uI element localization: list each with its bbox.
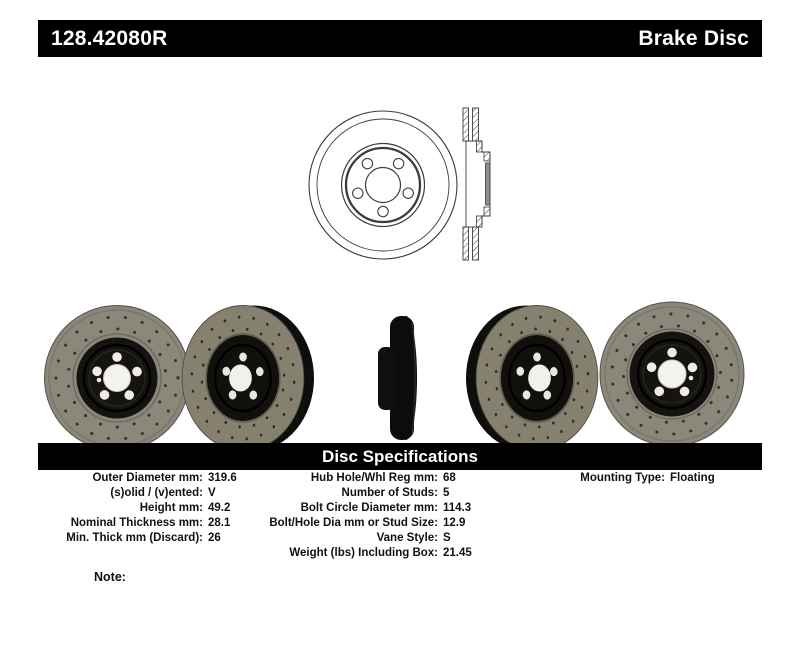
spec-label: Number of Studs: (341, 487, 438, 499)
spec-label: Mounting Type: (580, 472, 665, 484)
spec-row (575, 471, 715, 486)
spec-row (268, 501, 472, 516)
spec-value: 319.6 (208, 472, 237, 484)
spec-row (38, 501, 237, 516)
technical-drawing-icon (292, 88, 508, 276)
spec-label: (s)olid / (v)ented: (110, 487, 203, 499)
product-type: Brake Disc (638, 26, 749, 50)
spec-label: Weight (lbs) Including Box: (289, 547, 438, 559)
spec-value: Floating (670, 472, 715, 484)
spec-column-right (575, 471, 715, 486)
spec-value: 68 (443, 472, 456, 484)
note-label: Note: (94, 570, 126, 584)
rotor-photo-angled-right-icon (458, 303, 608, 453)
spec-value: V (208, 487, 216, 499)
rotor-photo-front-icon (42, 303, 192, 453)
spec-row (268, 531, 472, 546)
spec-label: Hub Hole/Whl Reg mm: (310, 472, 438, 484)
spec-row (268, 546, 472, 561)
spec-value: 12.9 (443, 517, 466, 529)
spec-row (268, 471, 472, 486)
spec-label: Outer Diameter mm: (92, 472, 203, 484)
spec-value: 28.1 (208, 517, 231, 529)
rotor-photo-edge-icon (365, 303, 435, 453)
rotor-photo-front2-icon (597, 299, 747, 449)
spec-value: 114.3 (443, 502, 472, 514)
spec-section-bar (38, 443, 762, 470)
spec-row (38, 531, 237, 546)
spec-label: Bolt Circle Diameter mm: (300, 502, 438, 514)
spec-value: 5 (443, 487, 450, 499)
rotor-photo-angled-left-icon (172, 303, 322, 453)
spec-section-title: Disc Specifications (322, 446, 478, 466)
part-number: 128.42080R (51, 26, 168, 50)
spec-value: S (443, 532, 451, 544)
spec-column-middle (268, 471, 472, 561)
spec-row (268, 516, 472, 531)
spec-label: Nominal Thickness mm: (70, 517, 203, 529)
spec-value: 26 (208, 532, 221, 544)
spec-row (38, 486, 237, 501)
spec-label: Bolt/Hole Dia mm or Stud Size: (269, 517, 438, 529)
header-bar (38, 20, 762, 57)
spec-row (268, 486, 472, 501)
spec-label: Vane Style: (376, 532, 438, 544)
spec-row (38, 516, 237, 531)
spec-row (38, 471, 237, 486)
spec-label: Min. Thick mm (Discard): (66, 532, 203, 544)
spec-value: 21.45 (443, 547, 472, 559)
spec-column-left (38, 471, 237, 546)
spec-value: 49.2 (208, 502, 231, 514)
spec-label: Height mm: (139, 502, 203, 514)
